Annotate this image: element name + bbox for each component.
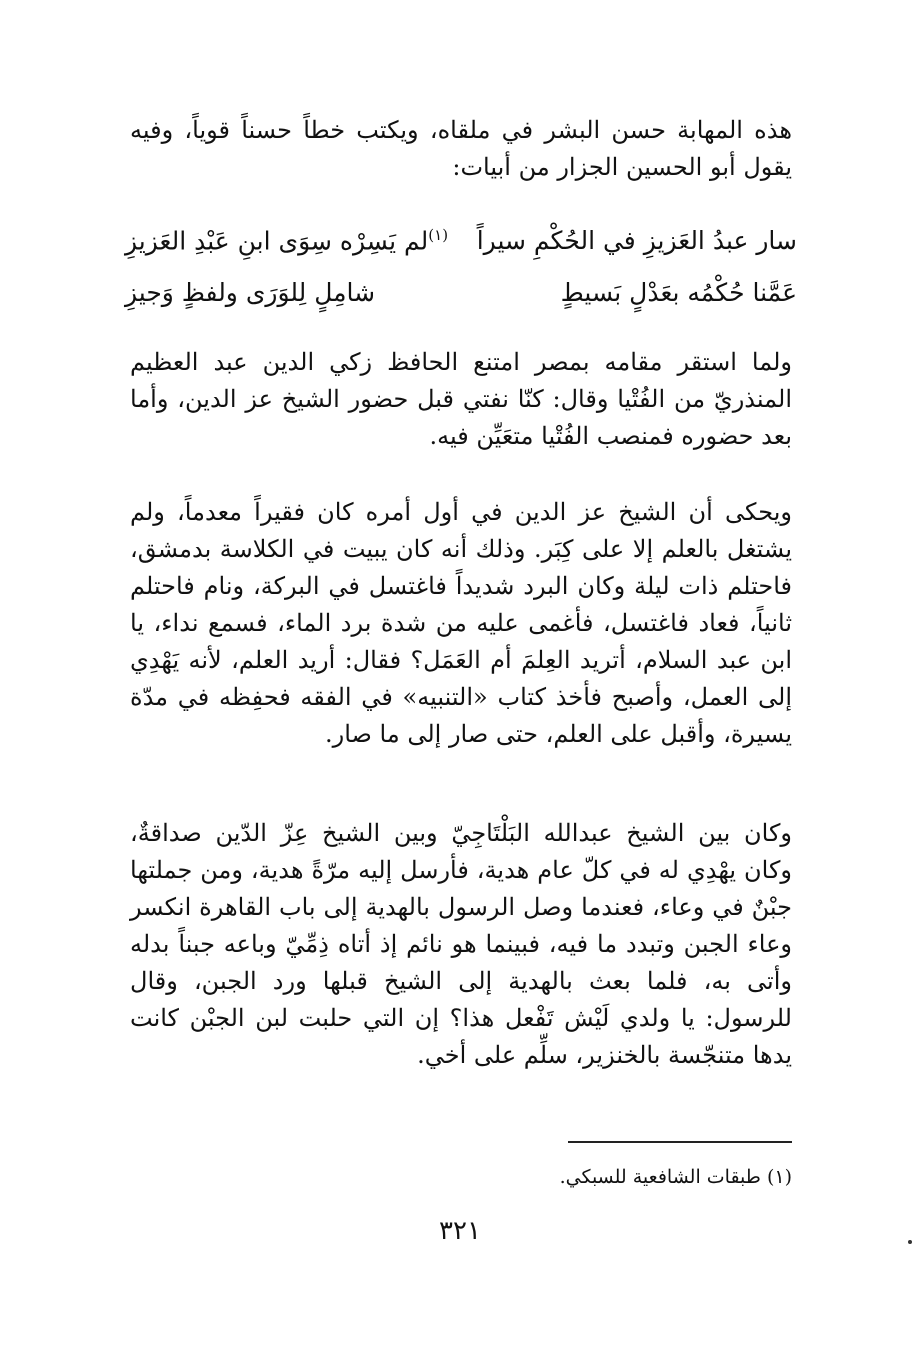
verse-1-second-hemistich	[125, 226, 448, 255]
paragraph-story-ice-bath: ويحكى أن الشيخ عز الدين في أول أمره كان فقيراً معدماً، ولم يشتغل بالعلم إلا على كِبَر. وذلك أنه كان يبيت في الكلاسة بدمشق، فاحتلم ذات ليلة وكان البرد شديداً فاغتسل في البركة، ونام فاحتلم ثانياً، فعاد فاغتسل، فأغمى عليه من شدة برد الماء، فسمع نداء، يا ابن عبد السلام، أتريد العِلمَ أم العَمَل؟ فقال: أريد العلم، لأنه يَهْدِي إلى العمل، وأصبح فأخذ كتاب «التنبيه» في الفقه فحفِظه في مدّة يسيرة، وأقبل على العلم، حتى صار إلى ما صار.	[130, 498, 793, 748]
verse-2-first-hemistich: عَمَّنا حُكْمُه بعَدْلٍ بَسيطٍ	[560, 278, 797, 307]
verse-1-second-hemistich-text: لم يَسِرْه سِوَى ابنِ عَبْدِ العَزيزِ	[125, 226, 429, 256]
paragraph-intro: هذه المهابة حسن البشر في ملقاه، ويكتب خطاً حسناً قوياً، وفيه يقول أبو الحسين الجزار من أبيات:	[130, 116, 792, 181]
paragraph-story-cheese: وكان بين الشيخ عبدالله البَلْتَاجِيّ وبين الشيخ عِزّ الدّين صداقةٌ، وكان يهْدِي له في كلّ عام هدية، فأرسل إليه مرّةً هدية، ومن جملتها جبْنٌ في وعاء، فعندما وصل الرسول بالهدية إلى باب القاهرة انكسر وعاء الجبن وتبدد ما فيه، فبينما هو نائم إذ أتاه ذِمِّيّ وباعه جبناً بدله وأتى به، فلما بعث بالهدية إلى الشيخ قبلها ورد الجبن، وقال للرسول: يا ولدي لَيْش تَفْعل هذا؟ إن التي حلبت لبن الجبْن كانت يدها متنجّسة بالخنزير، سلِّم على أخي.	[130, 819, 792, 1069]
poem-verse-2	[125, 278, 797, 314]
footnote-divider	[568, 1141, 792, 1143]
paragraph-mundhiri: ولما استقر مقامه بمصر امتنع الحافظ زكي الدين عبد العظيم المنذريّ من الفُتْيا وقال: كنّا نفتي قبل حضور الشيخ عز الدين، وأما بعد حضوره فمنصب الفُتْيا متعَيِّن فيه.	[130, 348, 793, 450]
scan-speck	[908, 1240, 912, 1244]
verse-2-second-hemistich: شامِلٍ لِلوَرَى ولفظٍ وَجيزِ	[125, 278, 376, 307]
poem-verse-1	[125, 226, 797, 262]
page-number: ٣٢١	[439, 1216, 481, 1246]
verse-1-first-hemistich: سار عبدُ العَزيزِ في الحُكْمِ سيراً	[476, 226, 797, 255]
footnote: (١) طبقات الشافعية للسبكي.	[559, 1166, 792, 1188]
footnote-marker: (١)	[428, 226, 449, 244]
